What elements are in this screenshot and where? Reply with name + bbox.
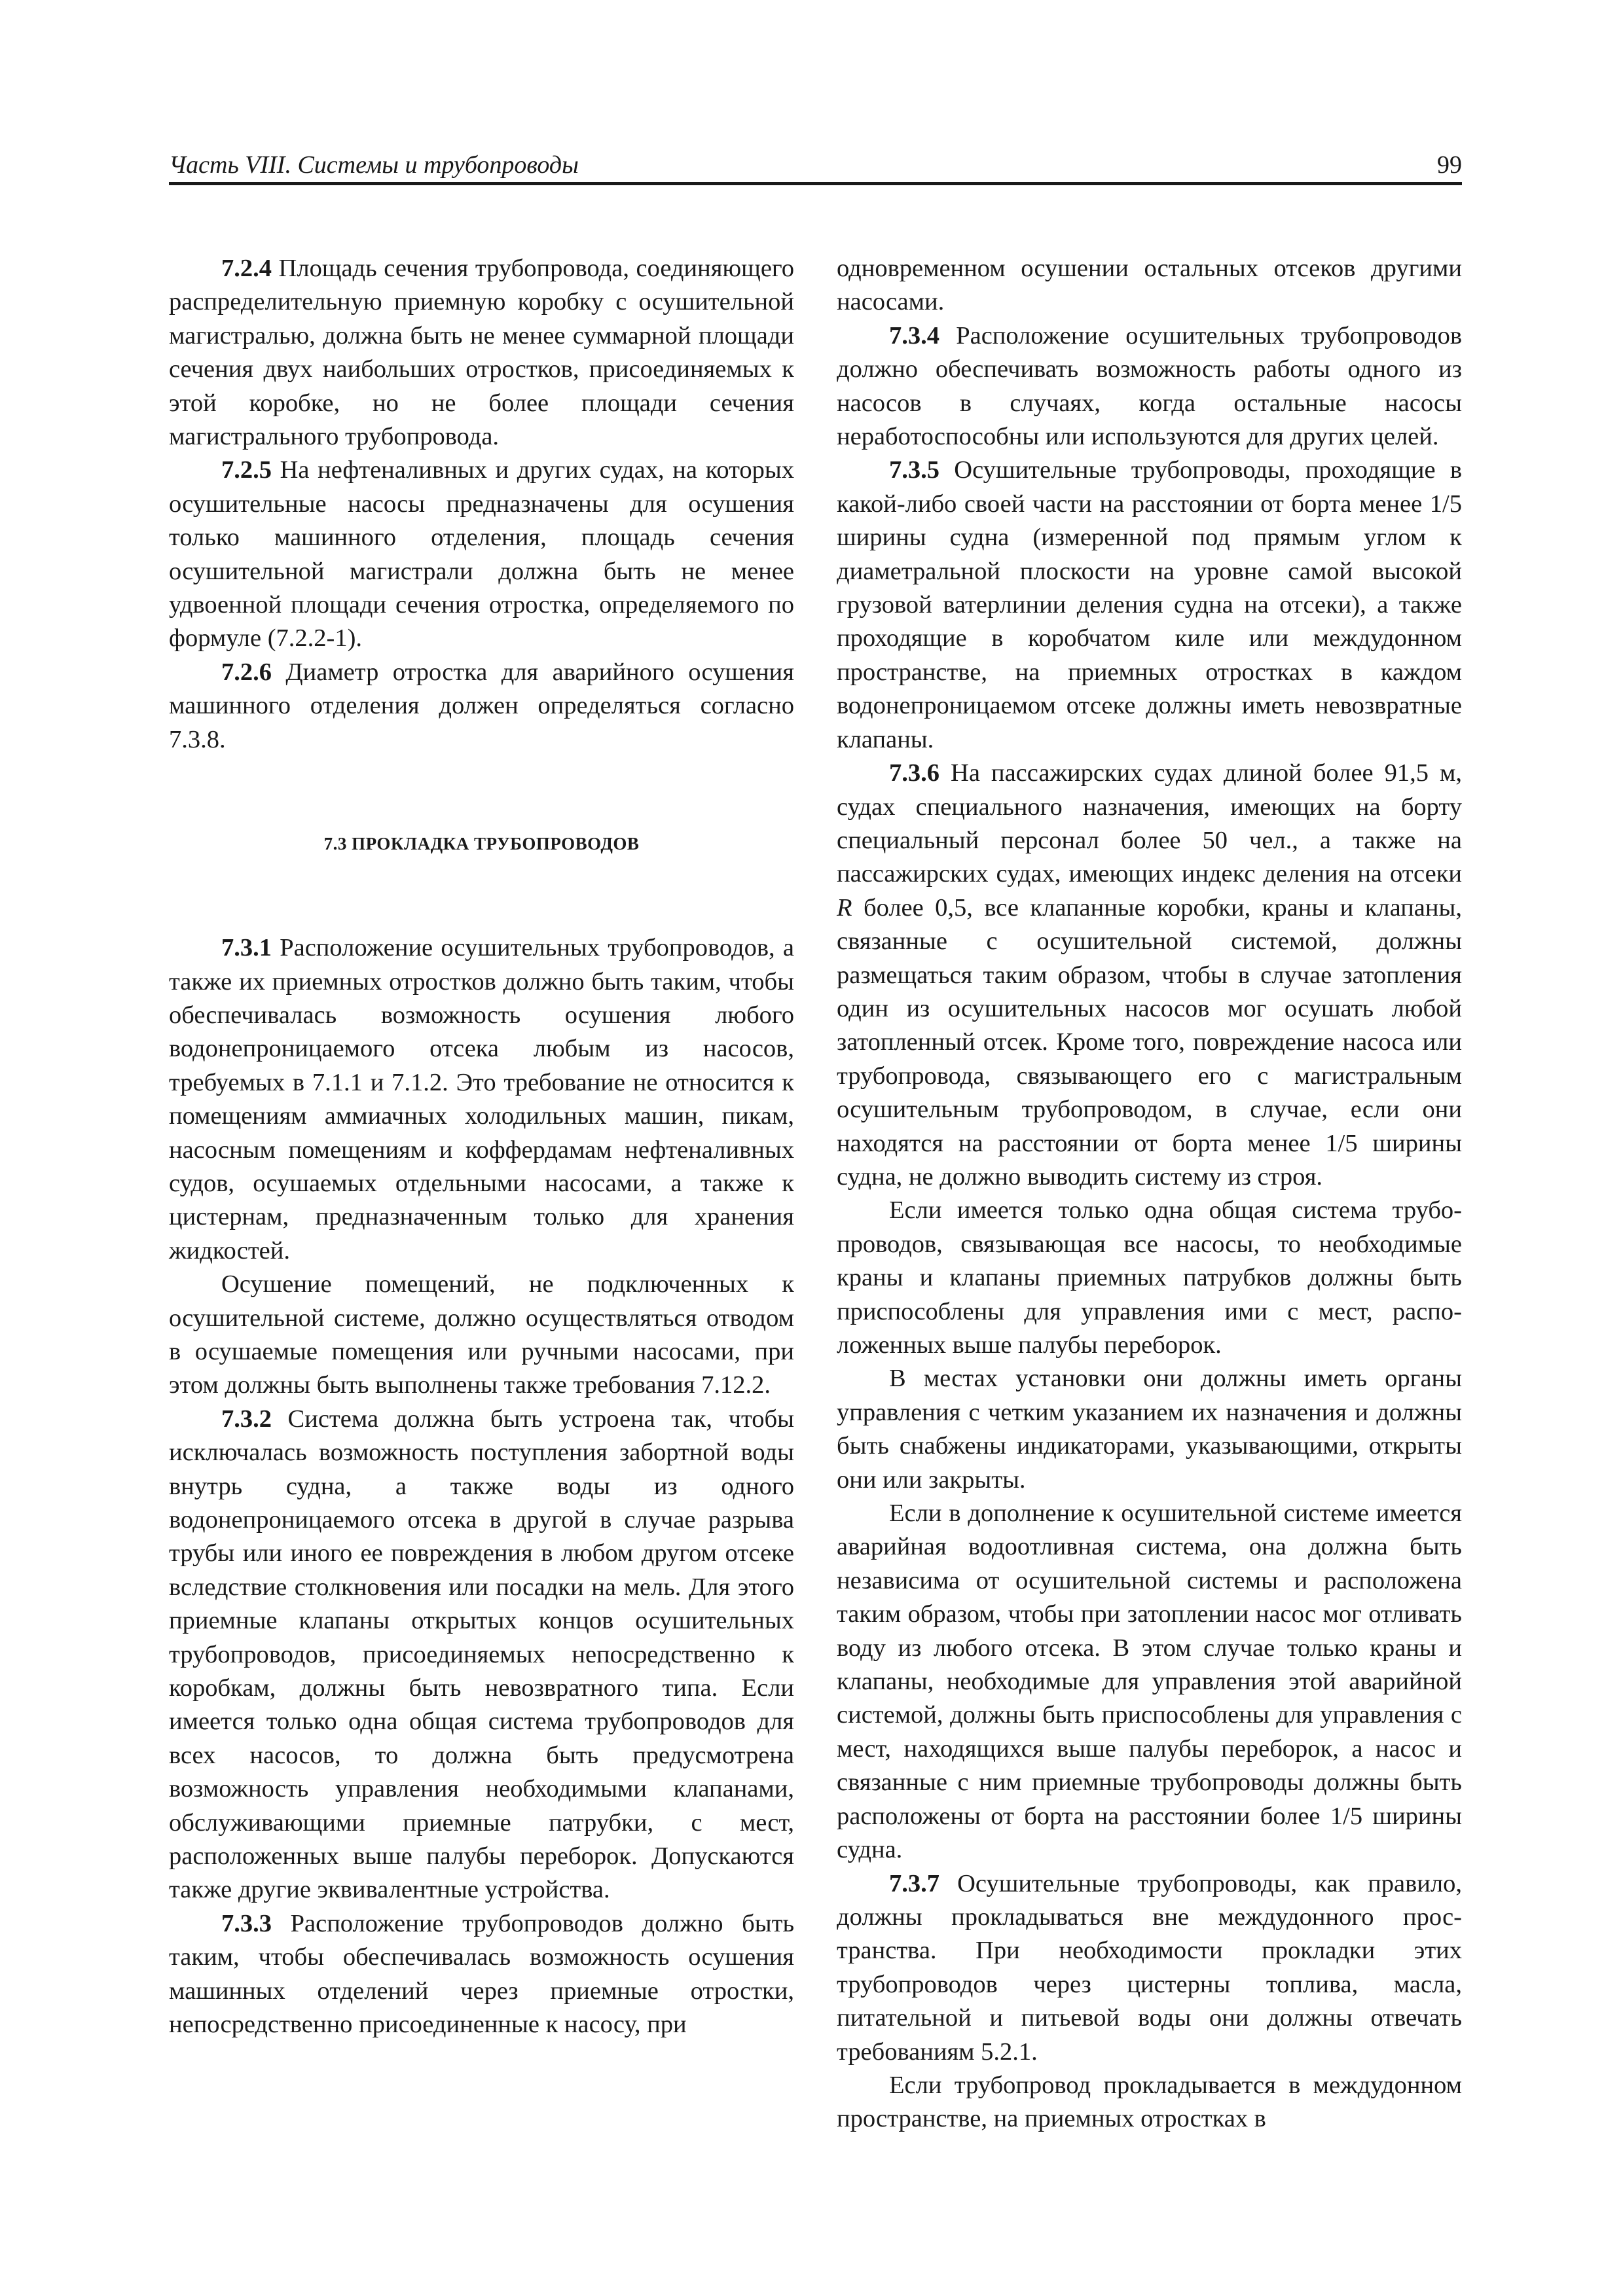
paragraph-7-3-6-b: Если имеется только одна общая система трубопроводов, связывающая все насосы, то необходимые краны и клапаны приемных патрубков должны быть приспособлены для управления ими с мест, расположенных выше палубы переборок. [837,1196,1462,1359]
paragraph-7-2-4 [169,252,794,454]
paragraph-text: более 0,5, все клапанные коробки, краны и клапаны, связанные с осушительной системой, должны размещаться таким образом, чтобы в случае затопления один из осушительных насосов мог осушать любой затопленный отсек. Кроме того, повреждение насоса или трубопровода, связывающего его с магистральным осушительным трубопроводом, в случае, если они находятся на расстоянии от борта менее 1/5 ширины судна, не должно выводить систему из строя. [837,893,1462,1191]
section-title: 7.3 ПРОКЛАДКА ТРУБОПРОВОДОВ [323,834,640,854]
paragraph-7-3-1-continued: Осушение помещений, не подключенных к осушительной системе, должно осуществляться отводом в осушаемые помещения или ручными насосами, при этом должны быть выполнены также требования 7.12.2. [169,1270,794,1399]
header-title: Часть VIII. Системы и трубопроводы [169,151,579,179]
paragraph-text: Осушительные трубопроводы, проходящие в какой-либо своей части на расстоянии от борта менее 1/5 ширины судна (измеренной под прямым углом к диаметральной плоскости на уровне самой высокой грузовой ватерлинии деления судна на отсеки), а также проходящие в коробчатом киле или междудонном пространстве, на приемных отростках в каждом водонепроницаемом отсеке должны иметь невозвратные клапаны. [837,456,1462,753]
clause-number: 7.3.7 [889,1869,939,1897]
clause-number: 7.3.6 [889,759,939,787]
paragraph-7-3-3-continued: одновременном осушении остальных отсеков другими насосами. [837,255,1462,316]
paragraph-7-3-4 [837,319,1462,454]
paragraph-7-3-6-d: Если в дополнение к осушительной системе имеется аварийная водоотливная система, она должна быть независима от осушительной системы и расположена таким образом, чтобы при затоплении насос мог отливать воду из любого отсека. В этом случае только краны и клапаны, необходимые для управления этой аварийной системой, должны быть приспособлены для управления с мест, находящихся выше палубы переборок, а насос и связанные с ним приемные трубопроводы должны быть расположены от борта на расстоянии более 1/5 ширины судна. [837,1499,1462,1864]
page-number: 99 [1437,151,1462,179]
page-header [169,143,1462,185]
clause-number: 7.2.5 [221,456,272,484]
paragraph-text: Диаметр отростка для аварийного осушения машинного отделения должен определяться согласно 7.3.8. [169,658,794,753]
paragraph-7-3-6-c: В местах установки они должны иметь органы управления с четким указанием их назначения и должны быть снабжены индикаторами, указывающими, открыты они или закрыты. [837,1365,1462,1494]
paragraph-text: Расположение осушительных трубопроводов, а также их приемных отростков должно быть таким, чтобы обеспечивалась возможность осушения любого водонепроницаемого отсека любым из насосов, требуемых в 7.1.1 и 7.1.2. Это требование не относится к помещениям аммиачных холодильных машин, пикам, насосным помещениям и коффердамам нефтеналивных судов, осушаемых отдельными насосами, а также к цистернам, предназначенным только для хранения жидкостей. [169,934,794,1265]
paragraph-text: На нефтеналивных и других судах, на которых осушительные насосы предназначены для осушения только машинного отделения, площадь сечения осушительной магистрали должна быть не менее удвоенной площади сечения отростка, определяемого по формуле (7.2.2-1). [169,456,794,653]
paragraph-text: Расположение трубопроводов должно быть таким, чтобы обеспечивалась возможность осушения машинных отделений через приемные отростки, непосредственно присоединенные к насосу, при [169,1909,794,2039]
left-column [169,252,794,2042]
clause-number: 7.3.3 [221,1909,272,1937]
paragraph-7-3-5 [837,454,1462,757]
clause-number: 7.3.4 [889,321,939,350]
paragraph-7-3-1 [169,931,794,1268]
paragraph-7-3-3 [169,1907,794,2042]
paragraph-text: Расположение осушительных трубопроводов должно обеспечивать возможность работы одного из насосов в случаях, когда остальные насосы неработоспособны или используются для других целей. [837,321,1462,451]
paragraph-text: Осушительные трубопроводы, как правило, должны прокладываться вне междудонного пространства. При необходимости прокладки этих трубопроводов через цистерны топлива, масла, питательной и питьевой воды они должны отвечать требованиям 5.2.1. [837,1869,1462,2066]
paragraph-7-2-6 [169,656,794,757]
paragraph-7-3-7 [837,1867,1462,2069]
paragraph-7-3-6 [837,757,1462,1194]
variable-r: R [837,893,852,922]
clause-number: 7.3.5 [889,456,939,484]
paragraph-text: На пассажирских судах длиной более 91,5 м, судах специального назначения, имеющих на борту специальный персонал более 50 чел., а также на пассажирских судах, имеющих индекс деления на отсеки [837,759,1462,888]
clause-number: 7.2.6 [221,658,272,686]
paragraph-text: Система должна быть устроена так, чтобы исключалась возможность поступления забортной воды внутрь судна, а также воды из одного водонепроницаемого отсека в другой в случае разрыва трубы или иного ее повреждения в любом другом отсеке вследствие столкновения или посадки на мель. Для этого приемные клапаны открытых концов осушительных трубопроводов, присоединяемых непосредственно к коробкам, должны быть невозвратного типа. Если имеется только одна общая система трубопроводов для всех насосов, то должна быть предусмотрена возможность управления необходимыми клапанами, обслуживающими приемные патрубки, с мест, расположенных выше палубы переборок. Допускаются также другие эквивалентные устройства. [169,1405,794,1904]
right-column [837,252,1462,2136]
paragraph-7-2-5 [169,454,794,655]
paragraph-text: Площадь сечения трубопровода, соединяющего распределительную приемную коробку с осушительной магистралью, должна быть не менее суммарной площади сечения двух наибольших отростков, присоединяемых к этой коробке, но не более площади сечения магистрального трубопровода. [169,255,794,451]
paragraph-7-3-2 [169,1403,794,1907]
clause-number: 7.2.4 [221,255,272,282]
clause-number: 7.3.2 [221,1405,272,1433]
clause-number: 7.3.1 [221,934,272,962]
paragraph-7-3-7-b: Если трубопровод прокладывается в междудонном пространстве, на приемных отростках в [837,2071,1462,2133]
